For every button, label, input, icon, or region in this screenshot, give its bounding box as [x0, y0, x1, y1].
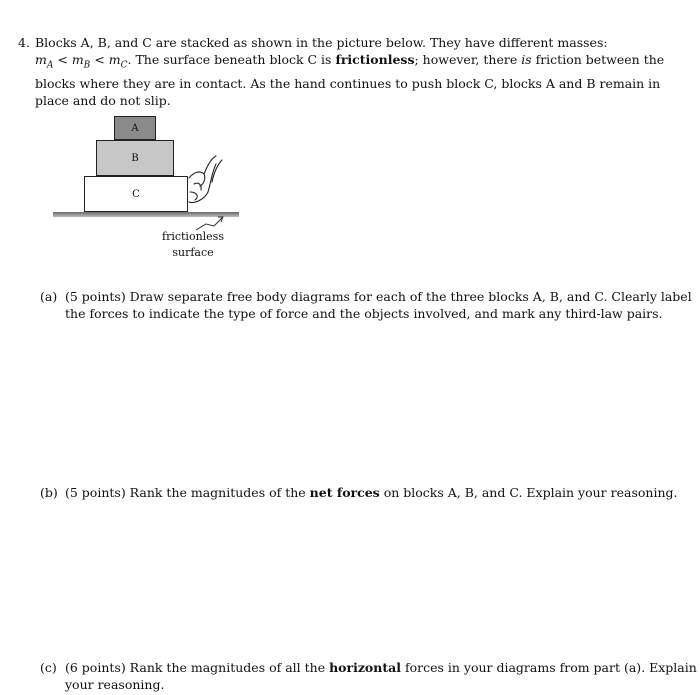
part-a-line-2: the forces to indicate the type of force and the objects involved, and mark any third-law pairs.	[65, 306, 663, 321]
part-b	[40, 484, 684, 501]
part-c-post: forces in your diagrams from part (a). Explain	[400, 660, 697, 675]
part-a-label: (a)	[40, 289, 58, 304]
frictionless-surface-label	[143, 229, 243, 261]
part-c	[40, 659, 697, 693]
block-a-label: A	[131, 122, 139, 134]
part-c-emphasis: horizontal	[329, 660, 401, 675]
intro-line-3: blocks where they are in contact. As the hand continues to push block C, blocks A and B remain in	[35, 75, 661, 91]
subscript-b: B	[83, 60, 91, 71]
mass-b	[71, 52, 91, 71]
frictionless-emphasis: frictionless	[335, 52, 415, 67]
part-c-text	[65, 659, 697, 693]
part-b-post: on blocks A, B, and C. Explain your reasoning.	[379, 485, 678, 500]
part-b-line-1	[65, 484, 684, 501]
part-b-pre: (5 points) Rank the magnitudes of the	[65, 485, 310, 500]
intro-line-4: place and do not slip.	[35, 92, 171, 108]
mass-a	[35, 52, 54, 71]
part-b-text	[65, 484, 684, 501]
question-4	[18, 34, 682, 109]
hand-icon	[189, 156, 222, 203]
part-a	[40, 288, 692, 322]
part-b-label: (b)	[40, 485, 58, 500]
mass-symbol: m	[71, 52, 84, 67]
stacked-blocks-figure	[48, 112, 248, 262]
label-line-1: frictionless	[162, 230, 224, 243]
less-than-1: <	[57, 52, 68, 67]
part-c-label: (c)	[40, 660, 57, 675]
however-text: ; however, there	[414, 52, 522, 67]
mass-symbol: m	[108, 52, 121, 67]
label-line-2: surface	[172, 246, 214, 259]
part-b-emphasis: net forces	[309, 485, 380, 500]
part-c-pre: (6 points) Rank the magnitudes of all the	[65, 660, 330, 675]
subscript-c: C	[120, 60, 128, 71]
question-intro	[35, 34, 682, 109]
block-b-label: B	[131, 152, 139, 164]
part-c-line-2: your reasoning.	[65, 677, 165, 692]
question-number: 4.	[18, 35, 30, 50]
part-c-line-1	[65, 659, 697, 676]
intro-line-2	[35, 51, 682, 75]
friction-text: friction between the	[531, 52, 665, 67]
block-c-label: C	[132, 188, 140, 200]
subscript-a: A	[46, 60, 54, 71]
mass-c	[108, 52, 128, 71]
part-a-text	[65, 288, 692, 322]
intro-line-1: Blocks A, B, and C are stacked as shown in the picture below. They have different masses:	[35, 35, 608, 50]
surface-text: . The surface beneath block C is	[127, 52, 336, 67]
part-a-line-1: (5 points) Draw separate free body diagrams for each of the three blocks A, B, and C. Clearly label	[65, 289, 692, 304]
is-emphasis: is	[521, 52, 532, 67]
mass-symbol: m	[35, 52, 47, 67]
less-than-2: <	[94, 52, 105, 67]
